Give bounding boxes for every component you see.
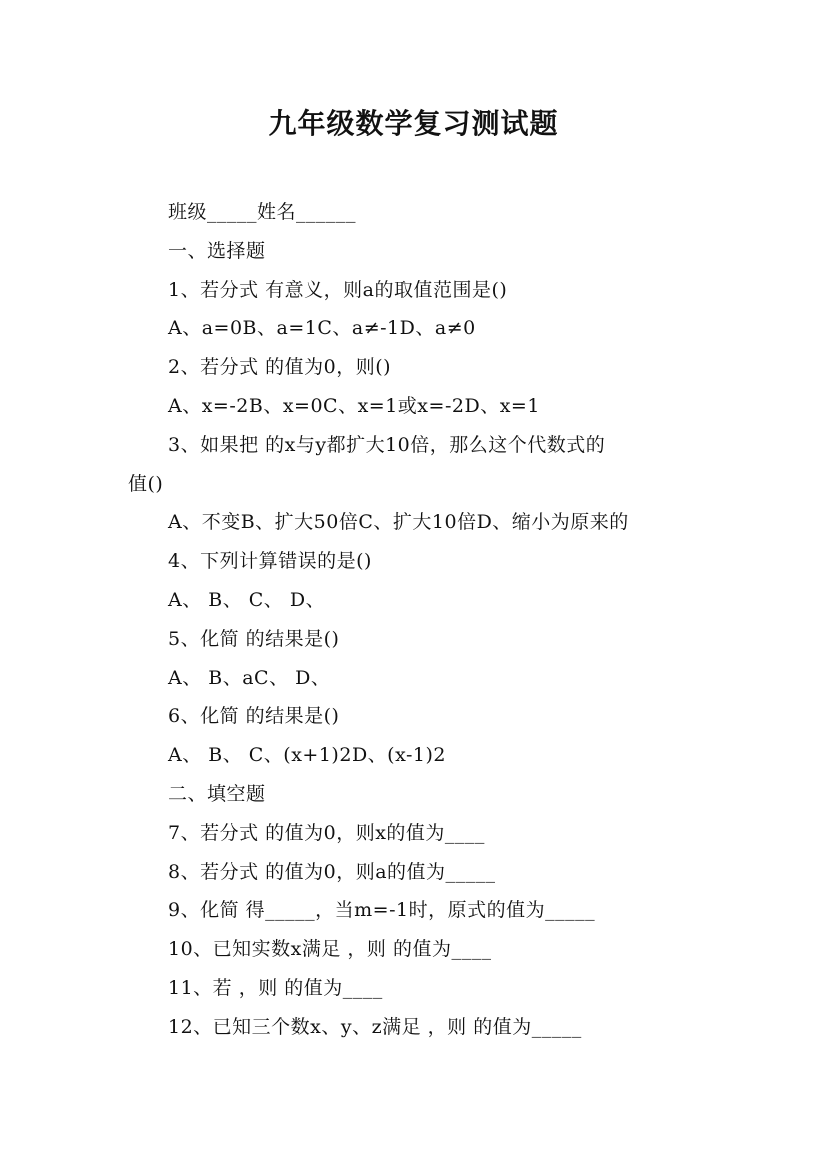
question-10: 10、已知实数x满足 ，则 的值为____ <box>168 938 492 961</box>
question-2-options: A、x=-2B、x=0C、x=1或x=-2D、x=1 <box>168 394 540 417</box>
question-7: 7、若分式 的值为0，则x的值为____ <box>168 821 485 844</box>
document-body <box>128 193 708 1047</box>
question-1: 1、若分式 有意义，则a的取值范围是() <box>168 278 508 301</box>
class-name-line: 班级_____姓名______ <box>168 201 357 223</box>
question-5-options: A、 B、aC、 D、 <box>168 666 331 689</box>
question-3: 3、如果把 的x与y都扩大10倍，那么这个代数式的 <box>168 433 606 456</box>
question-2: 2、若分式 的值为0，则() <box>168 356 392 379</box>
section-heading-choice: 一、选择题 <box>168 239 266 262</box>
question-4: 4、下列计算错误的是() <box>168 550 372 573</box>
question-3-continuation: 值() <box>128 472 164 495</box>
question-6-options: A、 B、 C、(x+1)2D、(x-1)2 <box>168 744 446 767</box>
question-11: 11、若 ，则 的值为____ <box>168 976 383 999</box>
section-heading-fill: 二、填空题 <box>168 782 266 805</box>
question-8: 8、若分式 的值为0，则a的值为_____ <box>168 860 496 883</box>
question-3-options: A、不变B、扩大50倍C、扩大10倍D、缩小为原来的 <box>168 511 629 534</box>
question-6: 6、化简 的结果是() <box>168 705 340 728</box>
document-title: 九年级数学复习测试题 <box>268 107 559 140</box>
question-1-options: A、a=0B、a=1C、a≠-1D、a≠0 <box>168 317 476 340</box>
question-12: 12、已知三个数x、y、z满足 ，则 的值为_____ <box>168 1015 582 1038</box>
question-5: 5、化简 的结果是() <box>168 627 340 650</box>
question-9: 9、化简 得_____，当m=-1时，原式的值为_____ <box>168 899 596 922</box>
question-4-options: A、 B、 C、 D、 <box>168 588 326 611</box>
